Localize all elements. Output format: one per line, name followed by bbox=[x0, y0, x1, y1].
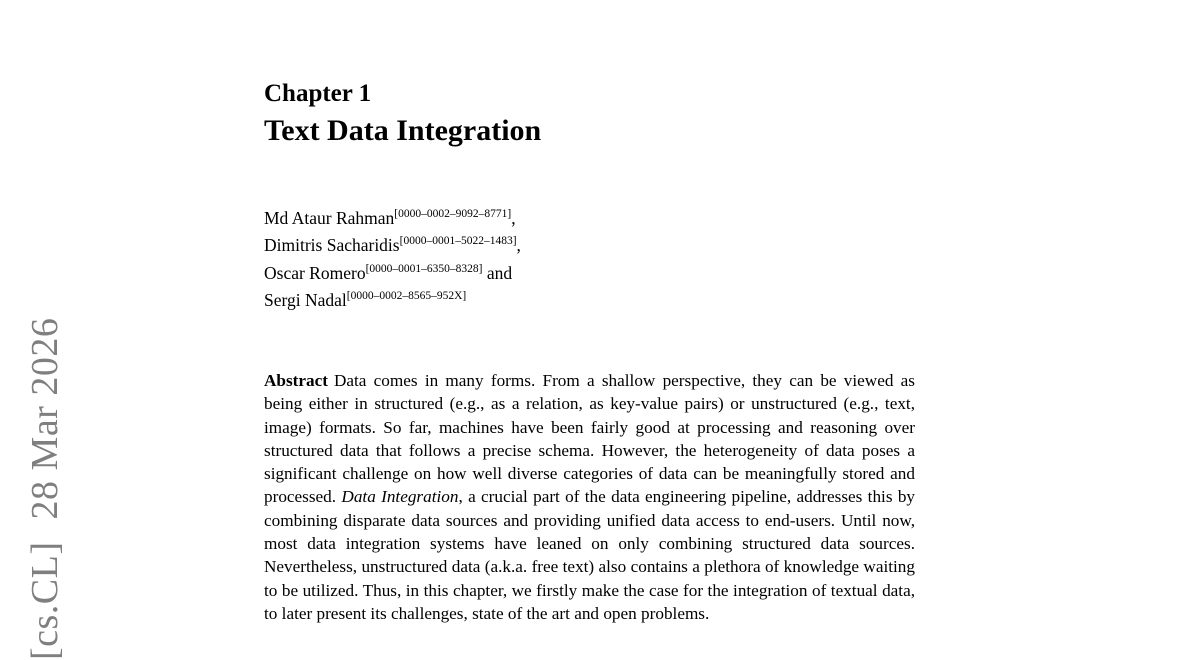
author-line bbox=[264, 203, 521, 230]
author-list bbox=[264, 203, 521, 312]
orcid-id: [0000–0001–5022–1483] bbox=[399, 235, 517, 248]
abstract-text: Data comes in many forms. From a shallow perspective, they can be viewed as being either in structured (e.g., as a relation, as key-value pairs) or unstructured (e.g., text, image) formats. So far, machines have been fairly good at processing and reasoning over structured data that follows a precise schema. However, the heterogeneity of data poses a significant challenge on how well diverse categories of data can be meaningfully stored and processed. bbox=[264, 371, 915, 507]
arxiv-side-stamp bbox=[23, 318, 67, 660]
author-name: Oscar Romero bbox=[264, 262, 366, 283]
orcid-id: [0000–0002–9092–8771] bbox=[394, 208, 512, 220]
author-name: Sergi Nadal bbox=[264, 289, 347, 310]
abstract-emphasis: Data Integration bbox=[341, 487, 459, 507]
abstract-paragraph bbox=[264, 369, 915, 625]
abstract-text-continued: , a crucial part of the data engineering pipeline, addresses this by combining disparate data sources and providing unified data access to end-users. Until now, most data integration systems have leaned on only combining structured data sources. Nevertheless, unstructured data (a.k.a. free text) also contains a plethora of knowledge waiting to be utilized. Thus, in this chapter, we firstly make the case for the integration of textual data, to later present its challenges, state of the art and open problems. bbox=[264, 487, 916, 623]
orcid-id: [0000–0002–8565–952X] bbox=[346, 289, 467, 302]
author-name: Dimitris Sacharidis bbox=[264, 235, 400, 256]
arxiv-category: [cs.CL] bbox=[24, 541, 66, 660]
author-line bbox=[264, 230, 521, 257]
arxiv-date: 28 Mar 2026 bbox=[24, 317, 66, 520]
author-separator: , bbox=[511, 208, 516, 228]
author-name: Md Ataur Rahman bbox=[264, 208, 395, 228]
author-separator: , bbox=[516, 235, 521, 256]
chapter-label: Chapter 1 bbox=[264, 80, 372, 107]
abstract-label: Abstract bbox=[264, 371, 328, 390]
author-line bbox=[264, 258, 521, 285]
chapter-title: Text Data Integration bbox=[264, 114, 542, 147]
author-line bbox=[264, 285, 521, 312]
orcid-id: [0000–0001–6350–8328] bbox=[365, 262, 483, 275]
author-separator: and bbox=[482, 262, 513, 283]
